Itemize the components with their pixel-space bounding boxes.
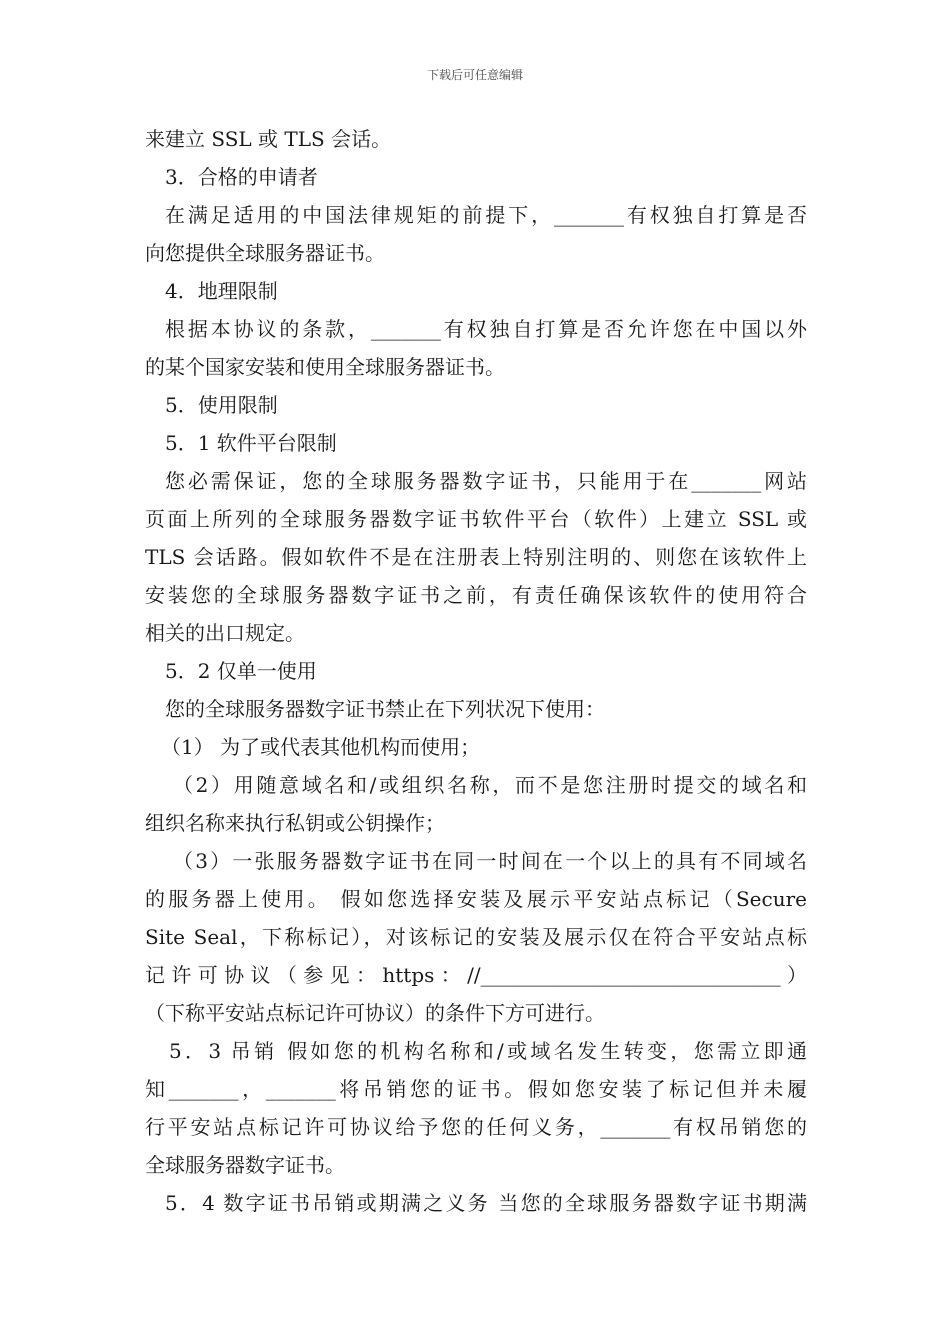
body-line: 记许可协议（参见：https：//______________________________） (145, 963, 807, 987)
list-item: （3）一张服务器数字证书在同一时间在一个以上的具有不同域名 (173, 849, 807, 873)
document-body (145, 120, 807, 1222)
body-line: 您的全球服务器数字证书禁止在下列状况下使用： (165, 697, 605, 721)
body-line: 在满足适用的中国法律规矩的前提下，_______有权独自打算是否 (165, 203, 807, 227)
body-line: TLS 会话路。假如软件不是在注册表上特别注明的、则您在该软件上 (145, 545, 807, 569)
body-line: 安装您的全球服务器数字证书之前，有责任确保该软件的使用符合 (145, 583, 807, 607)
body-line: 的服务器上使用。 假如您选择安装及展示平安站点标记（Secure (145, 887, 807, 911)
body-line: 向您提供全球服务器证书。 (145, 241, 385, 265)
body-line: 全球服务器数字证书。 (145, 1153, 345, 1177)
body-line: 页面上所列的全球服务器数字证书软件平台（软件）上建立 SSL 或 (145, 507, 807, 531)
section-heading: 5．2 仅单一使用 (165, 659, 317, 683)
body-line: 组织名称来执行私钥或公钥操作； (145, 811, 445, 835)
body-line: 的某个国家安装和使用全球服务器证书。 (145, 355, 505, 379)
body-line: 根据本协议的条款，_______有权独自打算是否允许您在中国以外 (165, 317, 807, 341)
page-header: 下载后可任意编辑 (426, 68, 523, 82)
section-heading: 5．4 数字证书吊销或期满之义务 当您的全球服务器数字证书期满 (165, 1191, 807, 1215)
list-item: （2）用随意域名和/或组织名称，而不是您注册时提交的域名和 (173, 773, 807, 797)
body-line: 您必需保证，您的全球服务器数字证书，只能用于在_______网站 (165, 469, 807, 493)
section-heading: 5．1 软件平台限制 (165, 431, 337, 455)
body-line: 知_______，_______将吊销您的证书。假如您安装了标记但并未履 (145, 1077, 807, 1101)
section-heading: 5．使用限制 (165, 393, 278, 417)
section-heading: 3．合格的申请者 (165, 165, 318, 189)
section-heading: 4．地理限制 (165, 279, 278, 303)
body-line: 相关的出口规定。 (145, 621, 305, 645)
body-line: 行平安站点标记许可协议给予您的任何义务，_______有权吊销您的 (145, 1115, 807, 1139)
section-heading: 5．3 吊销 假如您的机构名称和/或域名发生转变，您需立即通 (169, 1039, 807, 1063)
list-item: （1） 为了或代表其他机构而使用； (161, 735, 481, 759)
body-line: Site Seal，下称标记），对该标记的安装及展示仅在符合平安站点标 (145, 925, 807, 949)
body-line: （下称平安站点标记许可协议）的条件下方可进行。 (145, 1001, 605, 1025)
body-line: 来建立 SSL 或 TLS 会话。 (145, 127, 392, 151)
